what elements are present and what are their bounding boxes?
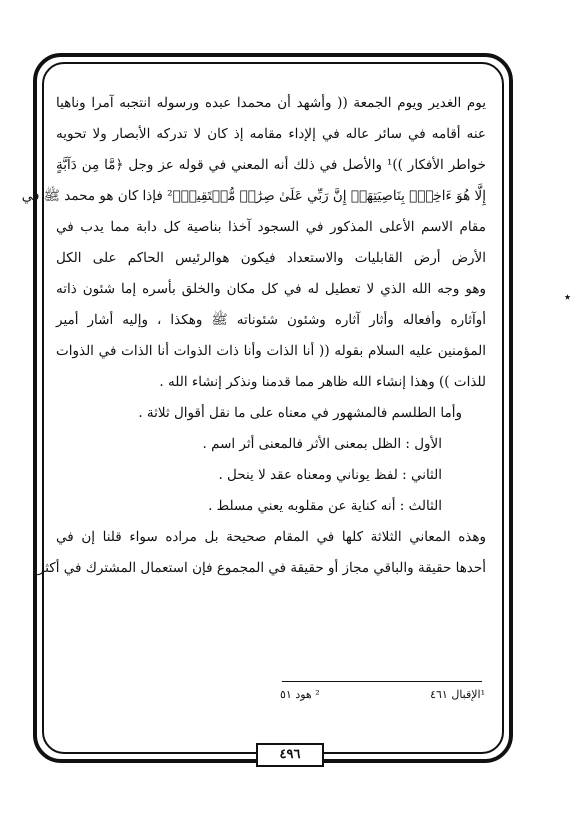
- text-line: خواطر الأفكار ))¹ والأصل في ذلك أنه المعني في قوله عز وجل ﴿مَّا مِن دَآبَّةٍ: [56, 157, 486, 173]
- page-number: ٤٩٦: [256, 743, 324, 767]
- text-line: يوم الغدير ويوم الجمعة (( وأشهد أن محمدا عبده ورسوله انتجبه آمرا وناهيا: [56, 95, 486, 111]
- text-line: مقام الاسم الأعلى المذكور في السجود آخذا بناصية كل دابة مما يدب في: [56, 219, 486, 235]
- text-line: الثاني : لفظ يوناني ومعناه عقد لا ينحل .: [218, 467, 442, 483]
- text-line: أحدها حقيقة والباقي مجاز أو حقيقة في المجموع فإن استعمال المشترك في أكثر: [37, 560, 486, 576]
- footnote-divider: [282, 681, 482, 682]
- text-line: وأما الطلسم فالمشهور في معناه على ما نقل أقوال ثلاثة .: [138, 405, 462, 421]
- text-line: إِلَّا هُوَ ءَاخِذٌۢ بِنَاصِيَتِهَآۚ إِنَّ رَبِّي عَلَىٰ صِرَٰطٖ مُّسۡتَقِيمٖ﴾² فإذا كان هو محمد ﷺ في: [21, 188, 486, 204]
- text-line: الأول : الظل بمعنى الأثر فالمعنى أثر اسم .: [202, 436, 442, 452]
- text-line: للذات )) وهذا إنشاء الله ظاهر مما قدمنا ونذكر إنشاء الله .: [159, 374, 486, 390]
- text-line: الثالث : أنه كناية عن مقلوبه يعني مسلط .: [208, 498, 442, 514]
- footnote-1: ¹الإقبال ٤٦١: [430, 688, 485, 701]
- text-line: وهو وجه الله الذي لا تعطيل له في كل مكان والخلق بأسره إما شئون ذاته: [56, 281, 486, 297]
- footnote-2: ² هود ٥١: [280, 688, 320, 701]
- text-line: عنه أقامه في سائر عاله في إلإداء مقامه إذ كان لا تدركه الأبصار ولا تحويه: [56, 126, 486, 142]
- body-text: [21, 88, 486, 584]
- text-line: أوآثاره وأفعاله وأثار آثاره وشئون شئوناته ﷺ وهكذا ، وإليه أشار أمير: [56, 312, 486, 328]
- text-line: المؤمنين عليه السلام بقوله (( أنا الذات وأنا ذات الذوات أنا الذات في الذوات: [56, 343, 486, 359]
- footnotes: [280, 688, 485, 701]
- margin-mark: ٭: [564, 290, 572, 305]
- text-line: وهذه المعاني الثلاثة كلها في المقام صحيحة بل مراده سواء قلنا إن في: [56, 529, 486, 545]
- text-line: الأرض أرض القابليات والاستعداد فيكون هوالرئيس الحاكم على الكل: [56, 250, 486, 266]
